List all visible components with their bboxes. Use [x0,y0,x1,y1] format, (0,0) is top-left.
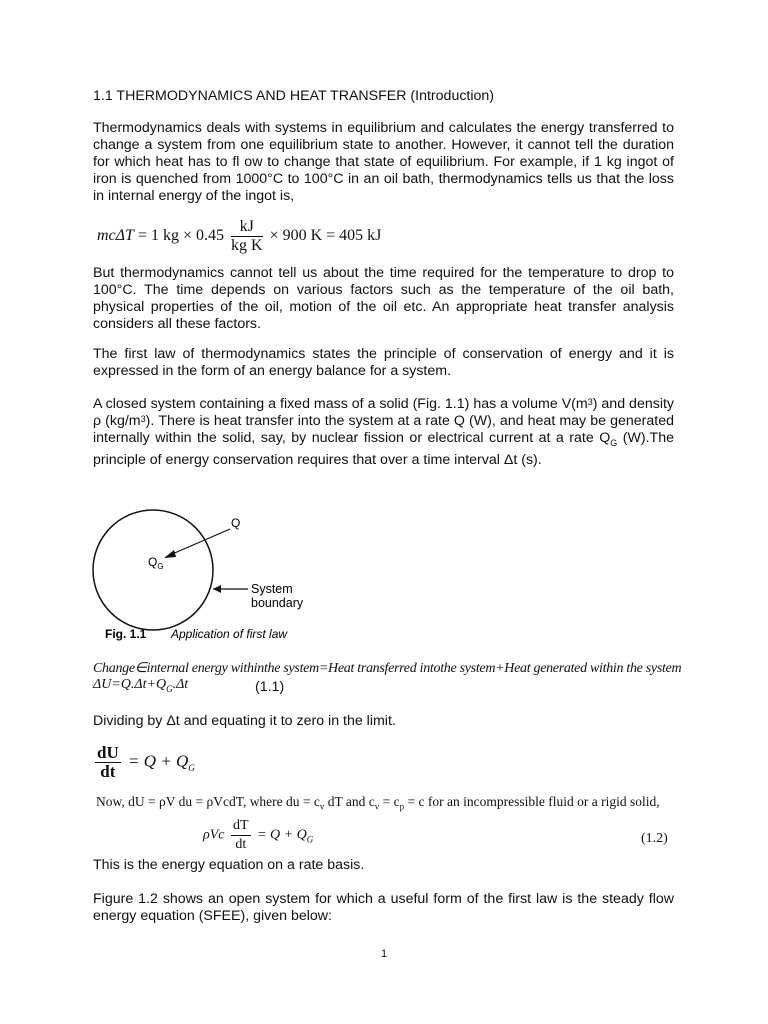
eq11-sub: G [166,683,173,694]
eq12-den: dt [235,837,247,852]
eq2-denominator [95,763,121,781]
now-d: = c for an incompressible fluid or a rigid solid, [404,794,660,809]
eq12-num: dT [231,817,251,836]
section-heading: 1.1 THERMODYNAMICS AND HEAT TRANSFER (Introduction) [93,88,495,104]
equation-1-2 [203,817,313,854]
label-qg [148,555,164,571]
now-a: Now, dU = ρV du = ρVcdT, where du = c [96,794,320,809]
equation-rate [95,744,195,781]
paragraph-dividing: Dividing by Δt and equating it to zero in the limit. [93,713,396,729]
figure-caption-text: Application of first law [171,627,288,641]
now-c: = c [379,794,400,809]
p4-sup1: 3 [587,397,593,407]
eq2-fraction [95,744,121,781]
now-statement [96,794,660,812]
eq2-rhs: = Q + Q [127,751,189,771]
paragraph-closed-system [93,396,674,469]
now-sub-p: p [399,801,405,812]
paragraph-open-system: Figure 1.2 shows an open system for which a useful form of the first law is the steady flow energy equation (SFEE), given below: [93,891,674,924]
now-b: dT and c [324,794,375,809]
figure-caption-number: Fig. 1.1 [105,627,147,641]
eq12-rhs: = Q + Q [257,827,307,843]
label-q: Q [231,516,241,530]
boundary-pointer-head [213,585,221,593]
eq11-tail: .Δt [172,677,189,692]
p4-sub1: G [610,437,618,448]
page-number: 1 [380,948,388,960]
now-sub-v2: v [374,801,380,812]
eq1-fraction [231,218,263,255]
eq1-numerator: kJ [231,218,263,237]
paragraph-first-law: The first law of thermodynamics states the principle of conservation of energy and it is expressed in the form of an energy balance for a system. [93,346,674,379]
figure-first-law-diagram [90,505,330,650]
label-boundary: boundary [251,596,304,610]
paragraph-time: But thermodynamics cannot tell us about the time required for the temperature to drop to 100°C. The time depends on various factors such as the temperature of the oil bath, physical properties of the oil, motion of the oil etc. An appropriate heat transfer analysis considers all these factors. [93,265,674,332]
eq2-numerator [95,744,121,763]
equation-1-1 [93,677,188,694]
p4-c: ). There is heat transfer into the system at a rate Q (W), and heat may be generated internally within the solid, say, by nuclear fission or electrical current at a rate Q [93,413,674,446]
equation-1-1-number: (1.1) [255,679,285,695]
p4-b: ) and density ρ (kg/m [93,396,675,429]
now-sub-v: v [319,801,325,812]
label-qg-sub: G [157,562,164,571]
eq1-rhs: × 900 K = 405 kJ [269,227,382,245]
eq2-rhs-sub: G [188,762,195,773]
equation-word-form-wrapper [93,659,768,677]
eq2-num-text: dU [97,743,119,762]
eq2-den-text: dt [100,762,116,781]
label-qg-main: Q [148,555,158,569]
p4-d: (W).The principle of energy conservation requires that over a time interval Δt (s). [93,430,675,468]
eq11-main: ΔU=Q.Δt+Q [93,677,167,692]
p4-sup2: 3 [140,414,146,424]
eq1-lhs: mcΔT [97,227,134,245]
eq12-fraction [231,817,251,854]
paragraph-intro: Thermodynamics deals with systems in equilibrium and calculates the energy transferred to change a system from one equilibrium state to another. However, it cannot tell the duration for which heat has to fl ow to change that state of equilibrium. For example, if 1 kg ingot of iron is quenched from 1000°C to 100°C in an oil bath, thermodynamics tells us that the loss in internal energy of the ingot is, [93,120,674,204]
eq12-lhs: ρVc [203,827,225,843]
p4-a: A closed system containing a fixed mass of a solid (Fig. 1.1) has a volume V(m [93,396,588,412]
label-system: System [251,582,293,596]
equation-internal-energy [97,218,381,255]
eq12-rhs-sub: G [306,834,314,845]
eq1-mid: = 1 kg × 0.45 [137,227,224,245]
system-circle [93,510,213,630]
paragraph-rate-basis: This is the energy equation on a rate basis. [93,857,365,873]
heat-arrow-head [164,550,176,558]
equation-word-form: Change∈internal energy withinthe system=Heat transferred intothe system+Heat generated within the system [93,661,682,676]
equation-1-2-number: (1.2) [641,831,668,846]
eq1-denominator: kg K [231,237,263,254]
